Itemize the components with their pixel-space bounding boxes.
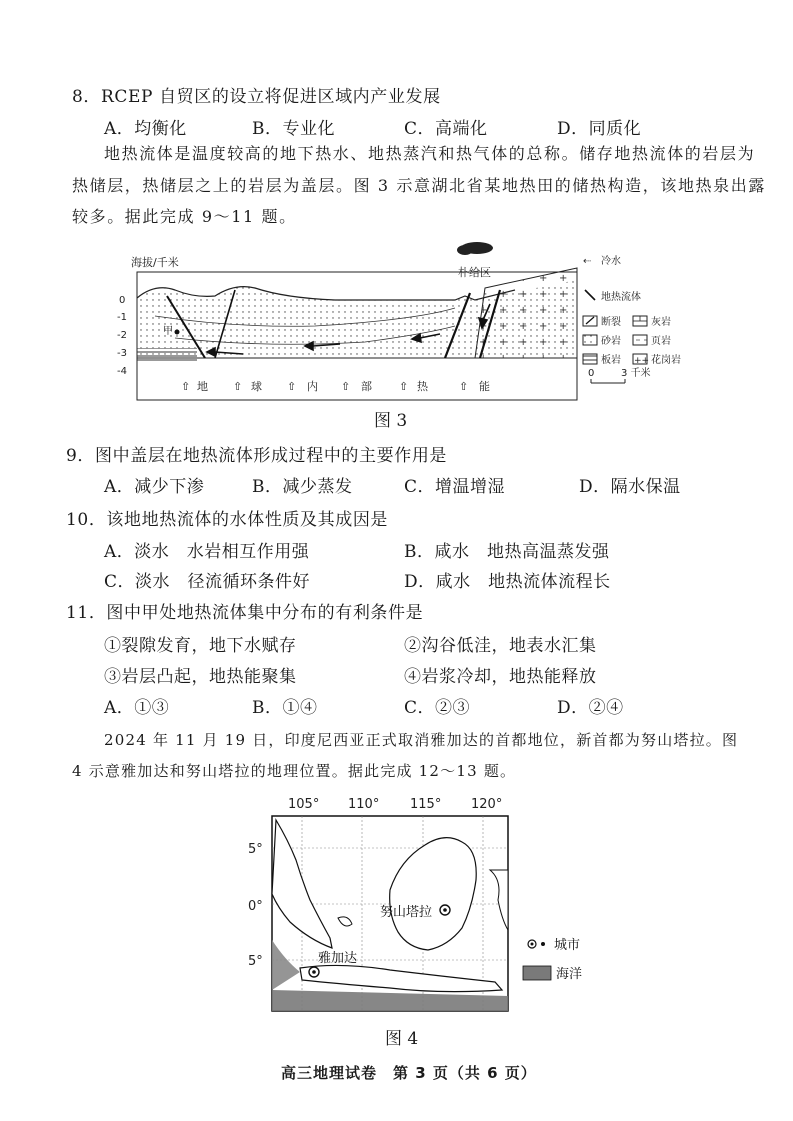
fig3-scale-3: 3 千米 [621,368,651,379]
fig3-ytick-3: -3 [117,348,127,359]
q10-stem: 10．该地地热流体的水体性质及其成因是 [66,510,389,530]
q10-option-a: A．淡水 水岩相互作用强 [104,542,310,562]
fig3-heat-char-5: 能 [479,380,490,393]
fig3-ytick-2: -2 [117,330,127,341]
figure-4-map [240,790,600,1015]
fig3-point-label: 甲 [163,326,173,337]
fig3-ytick-1: -1 [117,312,127,323]
fig3-ylabel: 海拔/千米 [131,256,179,269]
fig3-ytick-4: -4 [117,366,127,377]
q11-option-d: D．②④ [557,698,624,718]
fig4-city-nusantara: 努山塔拉 [380,905,433,920]
fig3-heat-char-0: 地 [197,380,208,393]
svg-text:⇧: ⇧ [459,380,469,393]
fig4-lon-105: 105° [288,797,320,812]
svg-text:⇧: ⇧ [341,380,351,393]
fig3-place-label: 朴给区 [458,266,491,279]
fig3-legend-cold-water: 冷水 [601,256,621,267]
page-footer: 高三地理试卷 第 3 页（共 6 页） [281,1064,537,1082]
q10-option-d: D．咸水 地热流体流程长 [404,572,611,592]
q11-option-c: C．②③ [404,698,471,718]
svg-text:++: ++ [634,356,650,366]
fig3-legend-geothermal-fluid: 地热流体 [601,292,641,303]
intro1-line2: 热储层，热储层之上的岩层为盖层。图 3 示意湖北省某地热田的储热构造，该地热泉出露 [72,176,766,195]
fig3-legend-sandstone: 砂岩 [601,336,621,347]
fig4-legend-ocean: 海洋 [556,967,583,982]
q9-option-b: B．减少蒸发 [252,477,353,497]
intro2-line1: 2024 年 11 月 19 日，印度尼西亚正式取消雅加达的首都地位，新首都为努山塔拉。图 [104,731,739,749]
q9-option-c: C．增温增湿 [404,477,506,497]
intro1-line3: 较多。据此完成 9～11 题。 [72,207,297,226]
svg-text:⇧: ⇧ [181,380,191,393]
fig4-lat-5s: 5° [248,954,263,969]
svg-text:⇧: ⇧ [233,380,243,393]
q11-item-3: ③岩层凸起，地热能聚集 [104,667,297,687]
fig3-legend-granite: 花岗岩 [651,355,681,366]
fig3-scale-0: 0 [588,368,595,379]
fig4-lon-115: 115° [410,797,442,812]
fig4-lon-110: 110° [348,797,380,812]
q8-option-c: C．高端化 [404,119,488,139]
fig3-caption: 图 3 [374,411,408,431]
q9-option-d: D．隔水保温 [579,477,681,497]
intro2-line2: 4 示意雅加达和努山塔拉的地理位置。据此完成 12～13 题。 [72,762,517,780]
q11-option-b: B．①④ [252,698,318,718]
q10-option-b: B．咸水 地热高温蒸发强 [404,542,610,562]
svg-text:⇠: ⇠ [583,256,592,267]
fig3-legend-limestone: 灰岩 [651,317,671,328]
fig3-heat-char-3: 部 [361,380,372,393]
fig4-lon-120: 120° [471,797,503,812]
q11-item-4: ④岩浆冷却，地热能释放 [404,667,597,687]
q8-option-b: B．专业化 [252,119,335,139]
fig3-heat-char-4: 热 [417,380,428,393]
svg-text:⇧: ⇧ [399,380,409,393]
svg-text:⇧: ⇧ [287,380,297,393]
intro1-line1: 地热流体是温度较高的地下热水、地热蒸汽和热气体的总称。储存地热流体的岩层为 [104,144,756,163]
fig4-lat-5n: 5° [248,842,263,857]
figure-3-geothermal-section [115,238,685,403]
fig3-ytick-0: 0 [119,295,126,306]
fig4-legend-city: 城市 [554,938,581,953]
q11-stem: 11．图中甲处地热流体集中分布的有利条件是 [66,603,424,623]
q11-option-a: A．①③ [104,698,170,718]
fig3-legend-slate: 板岩 [601,355,621,366]
fig3-heat-char-2: 内 [307,380,318,393]
q9-option-a: A．减少下渗 [104,477,205,497]
fig3-heat-char-1: 球 [251,380,262,393]
q9-stem: 9．图中盖层在地热流体形成过程中的主要作用是 [66,446,448,466]
q8-option-a: A．均衡化 [104,119,187,139]
q8-option-d: D．同质化 [557,119,642,139]
fig3-legend-fault: 断裂 [601,317,621,328]
q8-stem: 8．RCEP 自贸区的设立将促进区域内产业发展 [72,87,441,107]
fig4-city-jakarta: 雅加达 [318,951,358,966]
q11-item-1: ①裂隙发育，地下水赋存 [104,636,297,656]
q10-option-c: C．淡水 径流循环条件好 [104,572,311,592]
q11-item-2: ②沟谷低洼，地表水汇集 [404,636,597,656]
fig4-caption: 图 4 [385,1029,419,1049]
fig4-lat-0: 0° [248,899,263,914]
fig3-legend-shale: 页岩 [651,336,671,347]
